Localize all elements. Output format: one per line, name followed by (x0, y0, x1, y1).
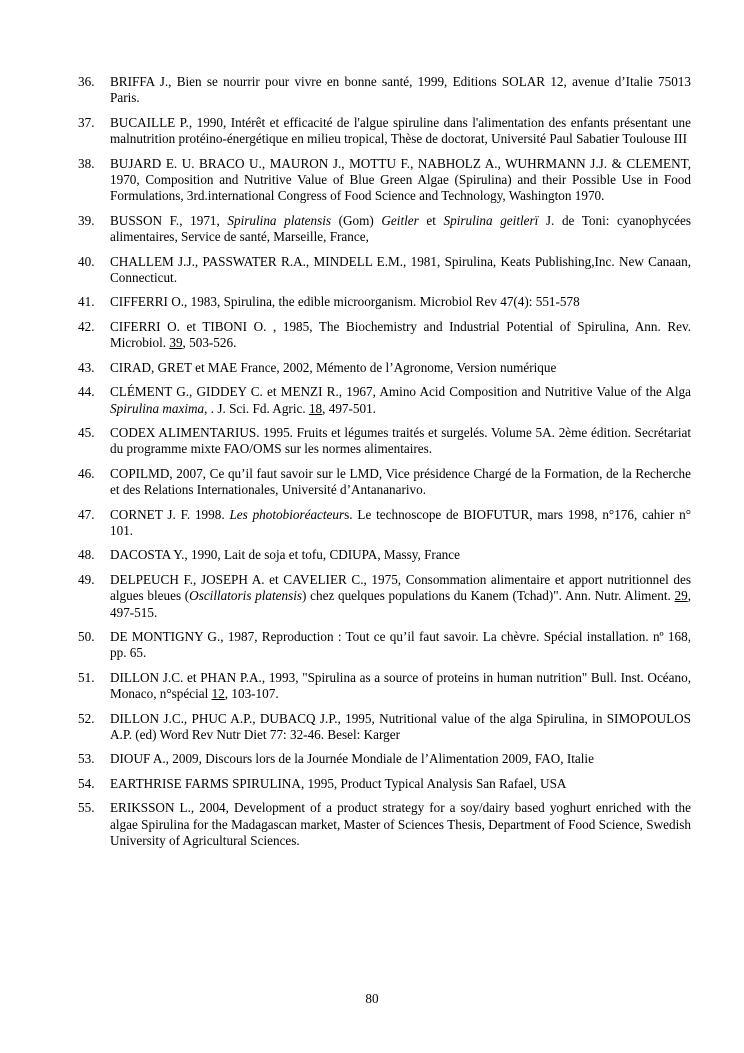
reference-text (110, 547, 460, 562)
reference-number: 43. (78, 359, 95, 375)
text-segment: et (418, 212, 444, 228)
reference-text (110, 776, 566, 791)
text-segment: BUCAILLE P., 1990, Intérêt et efficacité de l'algue spiruline dans l'alimentation des enfants présentant une malnutrition protéino-énergétique en milieu tropical, Thèse de doctorat, Université Paul Sabatier Toulouse III (110, 114, 691, 147)
text-segment: CODEX ALIMENTARIUS. 1995. Fruits et légumes traités et surgelés. Volume 5A. 2ème édition. Secrétariat du programme mixte FAO/OMS sur les normes alimentaires. (110, 424, 691, 457)
reference-list (78, 74, 691, 857)
reference-text (110, 507, 691, 538)
reference-number: 41. (78, 294, 95, 310)
reference-entry (78, 425, 691, 458)
reference-number: 49. (78, 571, 95, 587)
reference-entry (78, 572, 691, 621)
reference-text (110, 425, 691, 456)
reference-text (110, 466, 691, 497)
italic-text: Spirulina geitlerï (443, 212, 539, 228)
reference-number: 37. (78, 114, 95, 130)
reference-number: 50. (78, 628, 95, 644)
reference-entry (78, 670, 691, 703)
text-segment: ERIKSSON L., 2004, Development of a product strategy for a soy/dairy based yoghurt enriched with the algae Spirulina for the Madagascan market, Master of Sciences Thesis, Department of Food Science, Swedish University of Agricultural Sciences. (110, 800, 691, 849)
reference-text (110, 800, 691, 848)
text-segment: , 497-501. (322, 400, 376, 416)
reference-entry (78, 254, 691, 287)
reference-text (110, 711, 691, 742)
text-segment: J. de Toni: cyanophycées alimentaires, Service de santé, Marseille, France, (110, 212, 692, 245)
reference-entry (78, 384, 691, 417)
text-segment: CIFERRI O. et TIBONI O. , 1985, The Biochemistry and Industrial Potential of Spirulina, Ann. Rev. Microbiol. (110, 318, 691, 351)
text-segment: , 503-526. (182, 335, 237, 351)
reference-number: 51. (78, 669, 95, 685)
text-segment: DILLON J.C., PHUC A.P., DUBACQ J.P., 1995, Nutritional value of the alga Spirulina, in SIMOPOULOS A.P. (ed) Word Rev Nutr Diet 77: 32-46. Besel: Karger (110, 710, 691, 742)
text-segment: BUJARD E. U. BRACO U., MAURON J., MOTTU F., NABHOLZ A., WUHRMANN J.J. & CLEMENT, 1970, Composition and Nutritive Value of Blue Green Algae (Spirulina) and their Possible Use in Food Formulations, 3rd.international Congress of Food Science and Technology, Washington 1970. (110, 155, 691, 204)
reference-number: 36. (78, 74, 95, 89)
text-segment: DILLON J.C. et PHAN P.A., 1993, "Spirulina as a source of proteins in human nutrition" Bull. Inst. Océano, Monaco, n°spécial (110, 669, 691, 702)
reference-text (110, 254, 691, 285)
reference-entry (78, 800, 691, 849)
reference-entry (78, 360, 691, 376)
italic-text: Oscillatoris platensis (189, 588, 303, 604)
reference-text (110, 156, 691, 204)
text-segment: , 103-107. (224, 686, 279, 702)
reference-number: 53. (78, 751, 95, 767)
reference-text (110, 751, 594, 766)
reference-number: 46. (78, 465, 95, 481)
reference-text (110, 319, 691, 350)
reference-text (110, 213, 691, 244)
text-segment: CIRAD, GRET et MAE France, 2002, Mémento de l’Agronome, Version numérique (110, 359, 557, 375)
underlined-text: 39 (169, 335, 183, 351)
text-segment: , . J. Sci. Fd. Agric. (204, 400, 309, 416)
reference-number: 38. (78, 155, 95, 171)
text-segment: CORNET J. F. 1998. (110, 506, 230, 522)
text-segment: s. Le technoscope de BIOFUTUR, mars 1998, n°176, cahier n° 101. (110, 506, 691, 538)
reference-number: 39. (78, 212, 95, 228)
reference-entry (78, 629, 691, 662)
underlined-text: 29 (674, 588, 688, 604)
text-segment: BRIFFA J., Bien se nourrir pour vivre en bonne santé, 1999, Editions SOLAR 12, avenue d’Italie 75013 Paris. (110, 74, 691, 106)
reference-text (110, 294, 580, 309)
text-segment: (Gom) (331, 212, 382, 228)
text-segment: DELPEUCH F., JOSEPH A. et CAVELIER C., 1975, Consommation alimentaire et apport nutritionnel des algues bleues ( (110, 571, 691, 604)
italic-text: Les photobioréacteur (229, 506, 345, 522)
text-segment: CIFFERRI O., 1983, Spirulina, the edible microorganism. Microbiol Rev 47(4): 551-578 (110, 294, 580, 310)
reference-number: 54. (78, 775, 95, 791)
text-segment: CHALLEM J.J., PASSWATER R.A., MINDELL E.M., 1981, Spirulina, Keats Publishing,Inc. New Canaan, Connecticut. (110, 253, 691, 286)
page-number: 80 (365, 991, 379, 1006)
italic-text: Geitler (381, 212, 419, 228)
reference-entry (78, 115, 691, 148)
reference-number: 42. (78, 318, 95, 334)
underlined-text: 18 (308, 400, 323, 416)
reference-number: 55. (78, 800, 95, 816)
reference-entry (78, 466, 691, 499)
text-segment: COPILMD, 2007, Ce qu’il faut savoir sur le LMD, Vice présidence Chargé de la Formation, de la Recherche et des Relations Internationales, Université d’Antananarivo. (110, 465, 691, 498)
reference-number: 44. (78, 384, 95, 400)
text-segment: DACOSTA Y., 1990, Lait de soja et tofu, CDIUPA, Massy, France (110, 547, 460, 563)
text-segment: CLÉMENT G., GIDDEY C. et MENZI R., 1967, Amino Acid Composition and Nutritive Value of the Alga (110, 384, 691, 400)
reference-text (110, 115, 691, 146)
italic-text: Spirulina platensis (227, 212, 332, 228)
text-segment: DE MONTIGNY G., 1987, Reproduction : Tout ce qu’il faut savoir. La chèvre. Spécial installation. nº 168, pp. 65. (110, 628, 691, 661)
reference-entry (78, 156, 691, 205)
text-segment: , 497-515. (110, 588, 691, 620)
italic-text: Spirulina maxima (110, 400, 205, 416)
reference-entry (78, 74, 691, 107)
reference-entry (78, 711, 691, 744)
text-segment: DIOUF A., 2009, Discours lors de la Journée Mondiale de l’Alimentation 2009, FAO, Italie (110, 751, 594, 767)
underlined-text: 12 (211, 686, 225, 702)
text-segment: BUSSON F., 1971, (110, 212, 228, 228)
reference-entry (78, 213, 691, 246)
reference-number: 40. (78, 253, 95, 269)
reference-entry (78, 294, 691, 310)
reference-text (110, 360, 556, 375)
reference-entry (78, 547, 691, 563)
reference-text (110, 670, 691, 701)
reference-text (110, 572, 691, 620)
reference-entry (78, 507, 691, 540)
reference-text (110, 629, 691, 660)
reference-text (110, 74, 691, 105)
reference-number: 48. (78, 547, 95, 563)
reference-text (110, 384, 691, 415)
reference-entry (78, 776, 691, 792)
reference-number: 45. (78, 424, 95, 440)
reference-number: 47. (78, 506, 95, 522)
reference-entry (78, 319, 691, 352)
reference-entry (78, 751, 691, 767)
text-segment: EARTHRISE FARMS SPIRULINA, 1995, Product Typical Analysis San Rafael, USA (110, 775, 567, 791)
reference-number: 52. (78, 710, 95, 726)
text-segment: ) chez quelques populations du Kanem (Tchad)". Ann. Nutr. Aliment. (302, 588, 675, 604)
